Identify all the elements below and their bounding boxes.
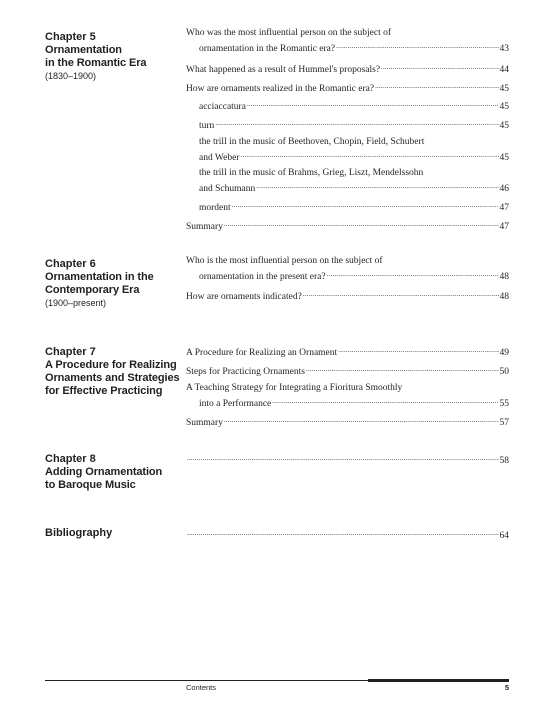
dot-leader bbox=[381, 61, 498, 74]
page-number: 45 bbox=[499, 121, 509, 131]
toc-entry[interactable] bbox=[199, 136, 509, 165]
entry-text: and Schumann bbox=[199, 184, 256, 194]
toc-entry[interactable] bbox=[199, 167, 509, 196]
dot-leader bbox=[232, 199, 499, 212]
page-number: 57 bbox=[499, 418, 509, 428]
entry-text: How are ornaments indicated? bbox=[186, 292, 302, 302]
toc-entry[interactable] bbox=[199, 199, 509, 215]
chapter-number: Chapter 5 bbox=[45, 31, 96, 43]
page-number: 43 bbox=[499, 44, 509, 54]
chapter-dates: (1830–1900) bbox=[45, 71, 97, 81]
toc-entry[interactable] bbox=[186, 414, 509, 430]
page-number: 45 bbox=[499, 84, 509, 94]
dot-leader bbox=[327, 268, 499, 281]
toc-entry[interactable] bbox=[186, 363, 509, 379]
dot-leader bbox=[306, 363, 499, 376]
toc-entry[interactable] bbox=[186, 344, 509, 360]
chapter-title-line: to Baroque Music bbox=[45, 479, 136, 491]
page-number: 49 bbox=[499, 348, 509, 358]
page-number: 45 bbox=[499, 153, 509, 163]
toc-entry[interactable] bbox=[186, 382, 509, 411]
dot-leader bbox=[224, 218, 499, 231]
chapter-title-line: Adding Ornamentation bbox=[45, 466, 163, 478]
entry-text: mordent bbox=[199, 203, 231, 213]
dot-leader bbox=[187, 452, 499, 465]
chapter-number: Bibliography bbox=[45, 527, 113, 539]
toc-entry[interactable] bbox=[186, 218, 509, 234]
entry-text: into a Performance bbox=[199, 399, 272, 409]
dot-leader bbox=[256, 180, 498, 193]
entry-text: Summary bbox=[186, 222, 223, 232]
chapter-title-line: Ornamentation bbox=[45, 44, 122, 56]
chapter-title-line: Ornamentation in the bbox=[45, 271, 154, 283]
chapter-title-line: for Effective Practicing bbox=[45, 385, 163, 397]
dot-leader bbox=[187, 527, 499, 540]
dot-leader bbox=[336, 40, 498, 53]
chapter-number: Chapter 6 bbox=[45, 258, 96, 270]
toc-entry[interactable] bbox=[186, 61, 509, 77]
footer-rule-thick bbox=[368, 679, 509, 682]
dot-leader bbox=[240, 149, 498, 162]
dot-leader bbox=[375, 80, 498, 93]
footer-label: Contents bbox=[186, 683, 217, 692]
chapter-8-heading bbox=[45, 453, 180, 492]
toc-entry[interactable] bbox=[186, 255, 509, 284]
page-number: 58 bbox=[499, 456, 509, 466]
entry-text: Who was the most influential person on the subject of bbox=[186, 28, 391, 38]
chapter-6-heading bbox=[45, 258, 180, 309]
footer-rule-thin bbox=[45, 680, 368, 681]
page-number: 46 bbox=[499, 184, 509, 194]
chapter-dates: (1900–present) bbox=[45, 298, 107, 308]
toc-entry[interactable] bbox=[186, 288, 509, 304]
chapter-title-line: A Procedure for Realizing bbox=[45, 359, 177, 371]
toc-entry[interactable] bbox=[186, 27, 509, 56]
dot-leader bbox=[215, 117, 498, 130]
chapter-number: Chapter 7 bbox=[45, 346, 96, 358]
entry-text: A Teaching Strategy for Integrating a Fioritura Smoothly bbox=[186, 383, 403, 393]
page-number: 64 bbox=[499, 531, 509, 541]
page-number: 50 bbox=[499, 367, 509, 377]
entry-text: the trill in the music of Brahms, Grieg, Liszt, Mendelssohn bbox=[199, 168, 424, 178]
toc-entry[interactable] bbox=[199, 98, 509, 114]
entry-text: acciaccatura bbox=[199, 102, 246, 112]
chapter-title-line: Contemporary Era bbox=[45, 284, 140, 296]
page-number: 47 bbox=[499, 203, 509, 213]
dot-leader bbox=[272, 395, 498, 408]
page-number: 55 bbox=[499, 399, 509, 409]
dot-leader bbox=[338, 344, 498, 357]
entry-text: turn bbox=[199, 121, 215, 131]
page-number: 44 bbox=[499, 65, 509, 75]
chapter-5-heading bbox=[45, 31, 180, 82]
dot-leader bbox=[247, 98, 499, 111]
dot-leader bbox=[224, 414, 499, 427]
entry-text: What happened as a result of Hummel's proposals? bbox=[186, 65, 381, 75]
entry-text: Steps for Practicing Ornaments bbox=[186, 367, 305, 377]
chapter-title-line: Ornaments and Strategies bbox=[45, 372, 180, 384]
bibliography-heading bbox=[45, 527, 180, 540]
entry-text: How are ornaments realized in the Romantic era? bbox=[186, 84, 375, 94]
entry-text: ornamentation in the present era? bbox=[199, 272, 326, 282]
toc-entry[interactable] bbox=[199, 117, 509, 133]
chapter-title-line: in the Romantic Era bbox=[45, 57, 147, 69]
footer-page-number: 5 bbox=[504, 683, 509, 692]
page-number: 45 bbox=[499, 102, 509, 112]
toc-entry[interactable] bbox=[186, 452, 509, 468]
entry-text: ornamentation in the Romantic era? bbox=[199, 44, 336, 54]
entry-text: A Procedure for Realizing an Ornament bbox=[186, 348, 338, 358]
chapter-number: Chapter 8 bbox=[45, 453, 96, 465]
chapter-7-heading bbox=[45, 346, 180, 398]
page-number: 48 bbox=[499, 272, 509, 282]
entry-text: and Weber bbox=[199, 153, 240, 163]
entry-text: the trill in the music of Beethoven, Chopin, Field, Schubert bbox=[199, 137, 425, 147]
entry-text: Who is the most influential person on the subject of bbox=[186, 256, 383, 266]
page-number: 48 bbox=[499, 292, 509, 302]
toc-entry[interactable] bbox=[186, 527, 509, 543]
page-number: 47 bbox=[499, 222, 509, 232]
toc-entry[interactable] bbox=[186, 80, 509, 96]
dot-leader bbox=[303, 288, 499, 301]
entry-text: Summary bbox=[186, 418, 223, 428]
